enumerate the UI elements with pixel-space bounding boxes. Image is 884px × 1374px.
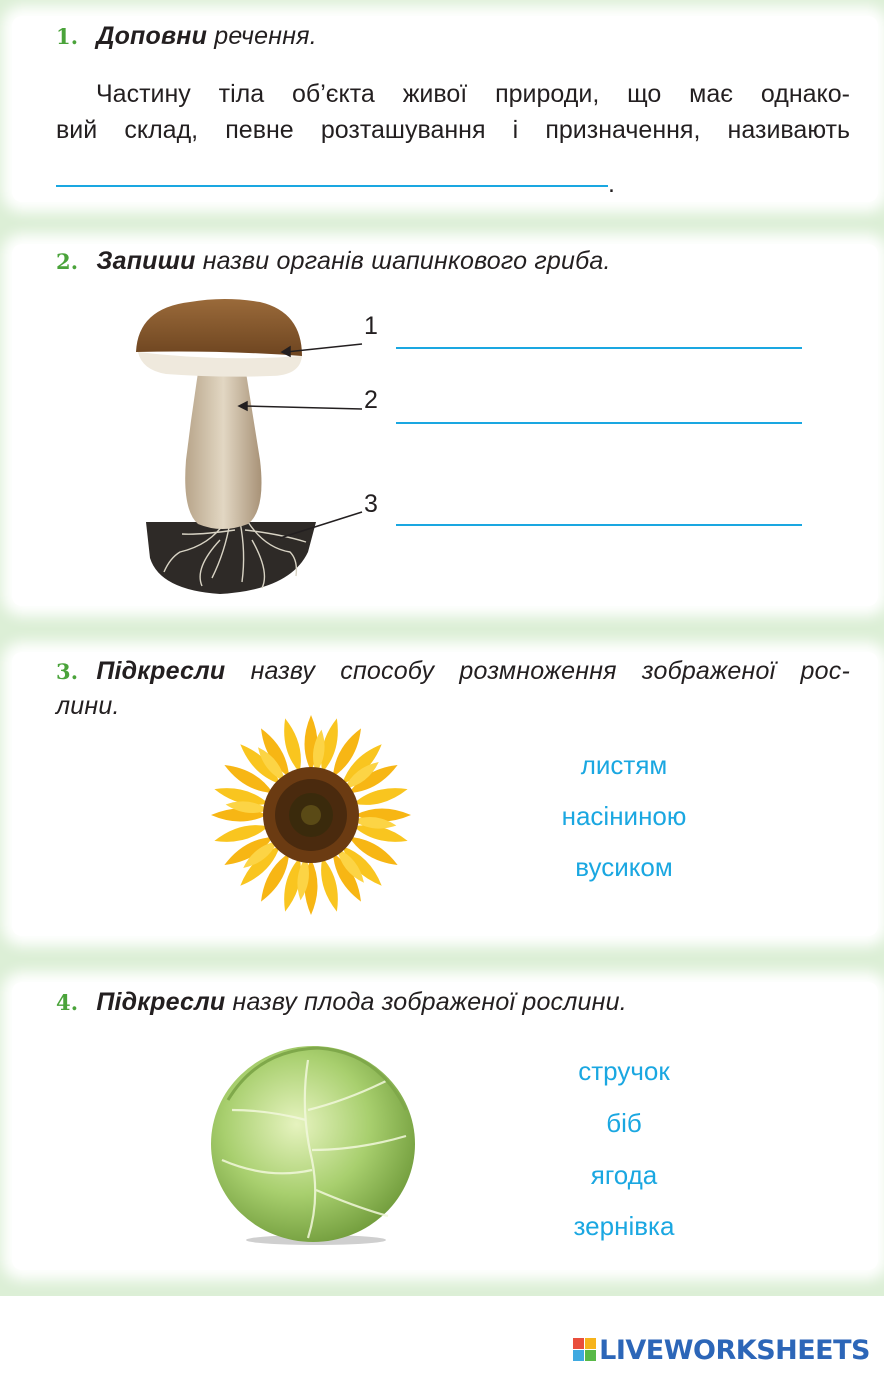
task-2-number: 2. — [56, 249, 79, 274]
option-leaves[interactable]: листям — [580, 750, 668, 780]
option-berry[interactable]: ягода — [590, 1160, 658, 1190]
task-3-title-line-2: лини. — [56, 692, 120, 720]
task-4-verb: Підкресли — [96, 988, 226, 1016]
sunflower-illustration — [208, 712, 414, 918]
organ-label-3: 3 — [364, 490, 378, 518]
organ-label-2: 2 — [364, 386, 378, 414]
task-3-instruction-line-1: назву способу розмноження зображеної рос- — [225, 657, 850, 685]
task-3-verb: Підкресли — [96, 657, 226, 685]
task-3-title-line-1 — [56, 657, 850, 686]
cap-shape — [136, 299, 302, 356]
task-2-instruction: назви органів шапинкового гриба. — [195, 247, 611, 275]
task-1-end-dot: . — [608, 170, 615, 198]
task-4-instruction: назву плода зображеної рослини. — [225, 988, 627, 1016]
soil-shape — [146, 522, 316, 594]
option-runner[interactable]: вусиком — [575, 852, 673, 882]
organ-label-1: 1 — [364, 312, 378, 340]
task-2-verb: Запиши — [96, 247, 196, 275]
cap-underside — [138, 352, 302, 377]
task-2-title — [56, 247, 611, 276]
task-4-title — [56, 988, 627, 1017]
task-4-card — [12, 982, 878, 1270]
task-3-number: 3. — [56, 659, 79, 684]
task-1-number: 1. — [56, 24, 79, 49]
organ-answer-blank-3[interactable] — [396, 524, 802, 526]
option-pod[interactable]: стручок — [578, 1056, 670, 1086]
organ-answer-blank-2[interactable] — [396, 422, 802, 424]
liveworksheets-logo — [573, 1330, 870, 1370]
task-1-verb: Доповни — [96, 22, 208, 50]
task-1-title — [56, 22, 317, 51]
task-1-instruction: речення. — [207, 22, 317, 50]
stem-shape — [185, 360, 261, 529]
option-seed[interactable]: насіниною — [561, 801, 687, 831]
live-blocks-icon — [573, 1338, 597, 1362]
task-3-card — [12, 652, 878, 936]
option-bean[interactable]: біб — [606, 1108, 642, 1138]
cabbage-illustration — [208, 1040, 418, 1248]
option-grain[interactable]: зернівка — [573, 1211, 675, 1241]
task-1-answer-blank[interactable] — [56, 185, 608, 187]
task-1-line-1: Частину тіла об’єкта живої природи, що має однако- — [96, 80, 850, 108]
task-4-number: 4. — [56, 990, 79, 1015]
organ-answer-blank-1[interactable] — [396, 347, 802, 349]
logo-text: LIVEWORKSHEETS — [599, 1334, 870, 1366]
task-1-line-2: вий склад, певне розташування і призначення, називають — [56, 116, 850, 144]
